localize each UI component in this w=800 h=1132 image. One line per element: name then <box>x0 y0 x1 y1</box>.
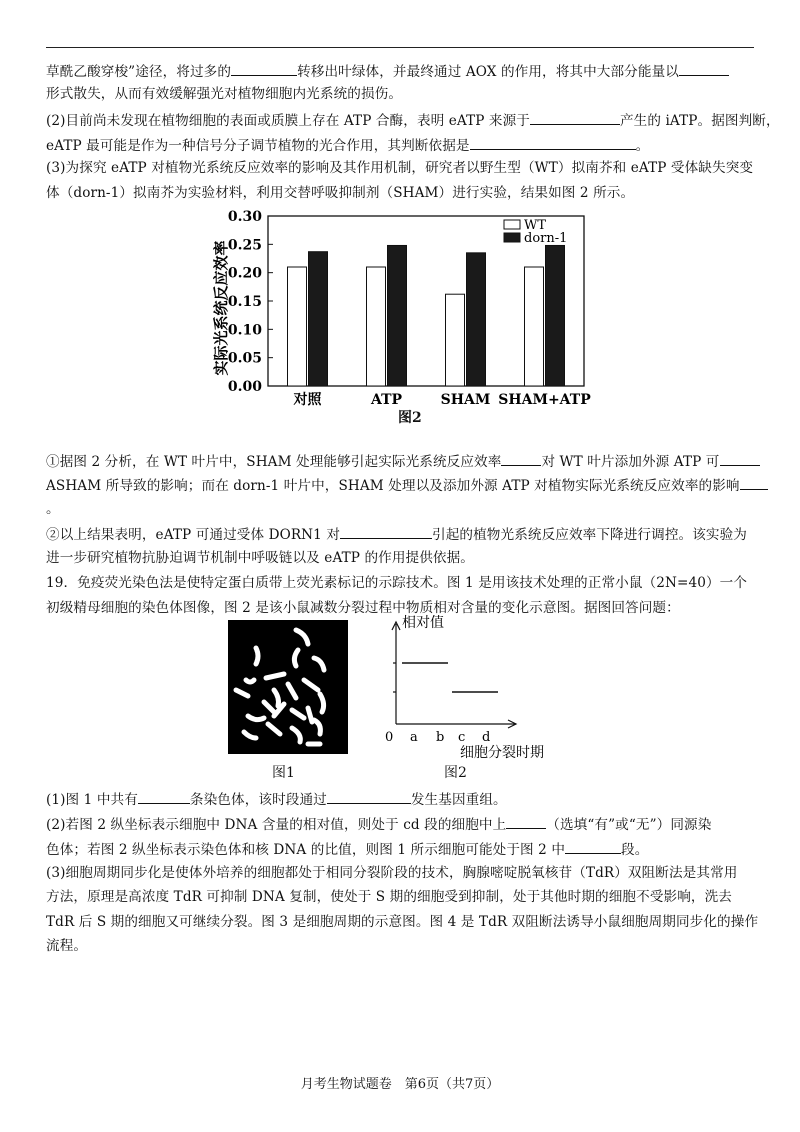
text: (2)目前尚未发现在植物细胞的表面或质膜上存在 ATP 合酶，表明 eATP 来源于 <box>46 113 530 129</box>
header-rule <box>46 47 754 48</box>
legend-label-wt: WT <box>524 218 547 233</box>
q18-sub1-line-1 <box>46 452 760 471</box>
text: eATP 最可能是作为一种信号分子调节植物的光合作用，其判断依据是 <box>46 138 470 154</box>
x-tick-label: 对照 <box>293 392 322 408</box>
figure-caption-1: 图1 <box>272 765 295 781</box>
legend-label-dorn-1: dorn-1 <box>524 231 568 246</box>
q19-p1 <box>46 790 507 809</box>
y-tick-label: 0.30 <box>227 209 262 225</box>
answer-blank[interactable] <box>340 525 432 539</box>
q18-line-1 <box>46 62 729 81</box>
text: (2)若图 2 纵坐标表示细胞中 DNA 含量的相对值，则处于 cd 段的细胞中上 <box>46 817 507 833</box>
answer-blank[interactable] <box>501 452 541 466</box>
y-tick-label: 0.10 <box>227 322 262 339</box>
answer-blank[interactable] <box>720 452 760 466</box>
bar-dorn-1 <box>546 245 565 386</box>
text: (1)图 1 中共有 <box>46 792 138 808</box>
q18-line-2: 形式散失，从而有效缓解强光对植物细胞内光系统的损伤。 <box>46 86 403 102</box>
text: 转移出叶绿体，并最终通过 AOX 的作用，将其中大部分能量以 <box>297 64 679 80</box>
x-tick-a: a <box>410 730 418 745</box>
bar-wt <box>525 267 544 386</box>
text: 条染色体，该时段通过 <box>189 792 327 808</box>
text: 段。 <box>621 842 649 858</box>
x-tick-b: b <box>436 730 445 745</box>
y-tick-label: 0.05 <box>227 350 262 367</box>
bar-wt <box>288 267 307 386</box>
q19-p2-line-2 <box>46 840 648 859</box>
text: 发生基因重组。 <box>410 792 507 808</box>
q19-p3-line-3: TdR 后 S 期的细胞又可继续分裂。图 3 是细胞周期的示意图。图 4 是 TdR 双阻断法诱导小鼠细胞周期同步化的操作 <box>46 914 759 930</box>
answer-blank[interactable] <box>470 136 636 150</box>
bar-dorn-1 <box>309 252 328 386</box>
q18-p3-line-1: (3)为探究 eATP 对植物光系统反应效率的影响及其作用机制，研究者以野生型（WT）拟南芥和 eATP 受体缺失突变 <box>46 160 754 176</box>
text: 对 WT 叶片添加外源 ATP 可 <box>541 454 720 470</box>
answer-blank[interactable] <box>506 815 546 829</box>
text: 草酰乙酸穿梭”途径，将过多的 <box>46 64 232 80</box>
text: ASHAM 所导致的影响；而在 dorn-1 叶片中，SHAM 处理以及添加外源 ATP 对植物实际光系统反应效率的影响 <box>46 478 740 494</box>
answer-blank[interactable] <box>565 840 621 854</box>
q19-p3-line-4: 流程。 <box>46 938 88 954</box>
answer-blank[interactable] <box>679 62 729 76</box>
q19-line-1: 19．免疫荧光染色法是使特定蛋白质带上荧光素标记的示踪技术。图 1 是用该技术处理的正常小鼠（2N=40）一个 <box>46 575 748 591</box>
legend-swatch-dorn-1 <box>504 233 520 242</box>
bar-wt <box>446 294 465 386</box>
q18-sub1-line-2 <box>46 476 768 495</box>
x-tick-label: SHAM+ATP <box>498 392 591 408</box>
text: 。 <box>635 138 650 154</box>
answer-blank[interactable] <box>327 790 411 804</box>
bar-dorn-1 <box>467 253 486 386</box>
text: 引起的植物光系统反应效率下降进行调控。该实验为 <box>432 527 747 543</box>
origin-label: 0 <box>385 730 394 745</box>
q19-line-2: 初级精母细胞的染色体图像，图 2 是该小鼠减数分裂过程中物质相对含量的变化示意图。据图回答问题： <box>46 600 680 616</box>
q19-p3-line-2: 方法，原理是高浓度 TdR 可抑制 DNA 复制，使处于 S 期的细胞受到抑制，处于其他时期的细胞不受影响，洗去 <box>46 889 732 905</box>
answer-blank[interactable] <box>138 790 190 804</box>
figure-caption-2: 图2 <box>444 765 467 781</box>
chromosome-micrograph <box>228 620 348 754</box>
q18-p3-line-2: 体（dorn-1）拟南芥为实验材料，利用交替呼吸抑制剂（SHAM）进行实验，结果如图 2 所示。 <box>46 185 635 201</box>
page-footer: 月考生物试题卷 第6页（共7页） <box>300 1077 500 1092</box>
answer-blank[interactable] <box>740 476 768 490</box>
text: （选填“有”或“无”）同源染 <box>546 817 712 833</box>
answer-blank[interactable] <box>530 111 620 125</box>
text: 产生的 iATP。据图判断， <box>619 113 780 129</box>
y-tick-label: 0.00 <box>227 379 262 395</box>
q19-p3-line-1: (3)细胞周期同步化是使体外培养的细胞都处于相同分裂阶段的技术，胸腺嘧啶脱氧核苷（TdR）双阻断法是其常用 <box>46 865 738 881</box>
q18-p2-line-1 <box>46 111 780 130</box>
bar-chart <box>208 200 608 432</box>
q18-sub1-line-3: 。 <box>46 501 60 517</box>
text: ②以上结果表明，eATP 可通过受体 DORN1 对 <box>46 527 341 543</box>
y-tick-label: 0.25 <box>227 237 262 254</box>
y-axis-label: 相对值 <box>402 615 444 631</box>
y-axis-label: 实际光系统反应效率 <box>212 240 230 376</box>
q18-sub2-line-1 <box>46 525 747 544</box>
bar-wt <box>367 267 386 386</box>
figure-caption-bar: 图2 <box>398 410 422 426</box>
legend-swatch-wt <box>504 220 520 229</box>
y-tick-label: 0.15 <box>227 294 262 310</box>
bar-dorn-1 <box>388 245 407 386</box>
q18-p2-line-2 <box>46 136 649 155</box>
q18-sub2-line-2: 进一步研究植物抗胁迫调节机制中呼吸链以及 eATP 的作用提供依据。 <box>46 550 474 566</box>
answer-blank[interactable] <box>231 62 297 76</box>
x-tick-label: SHAM <box>440 392 491 408</box>
x-tick-label: ATP <box>370 392 403 408</box>
q19-p2-line-1 <box>46 815 711 834</box>
y-tick-label: 0.20 <box>227 265 262 282</box>
text: 色体；若图 2 纵坐标表示染色体和核 DNA 的比值，则图 1 所示细胞可能处于图 2 中 <box>46 842 566 858</box>
relative-value-graph <box>376 612 576 762</box>
x-axis-label: 细胞分裂时期 <box>460 745 544 761</box>
text: ①据图 2 分析，在 WT 叶片中，SHAM 处理能够引起实际光系统反应效率 <box>46 454 502 470</box>
x-tick-c: c <box>458 730 466 745</box>
x-tick-d: d <box>482 730 491 745</box>
